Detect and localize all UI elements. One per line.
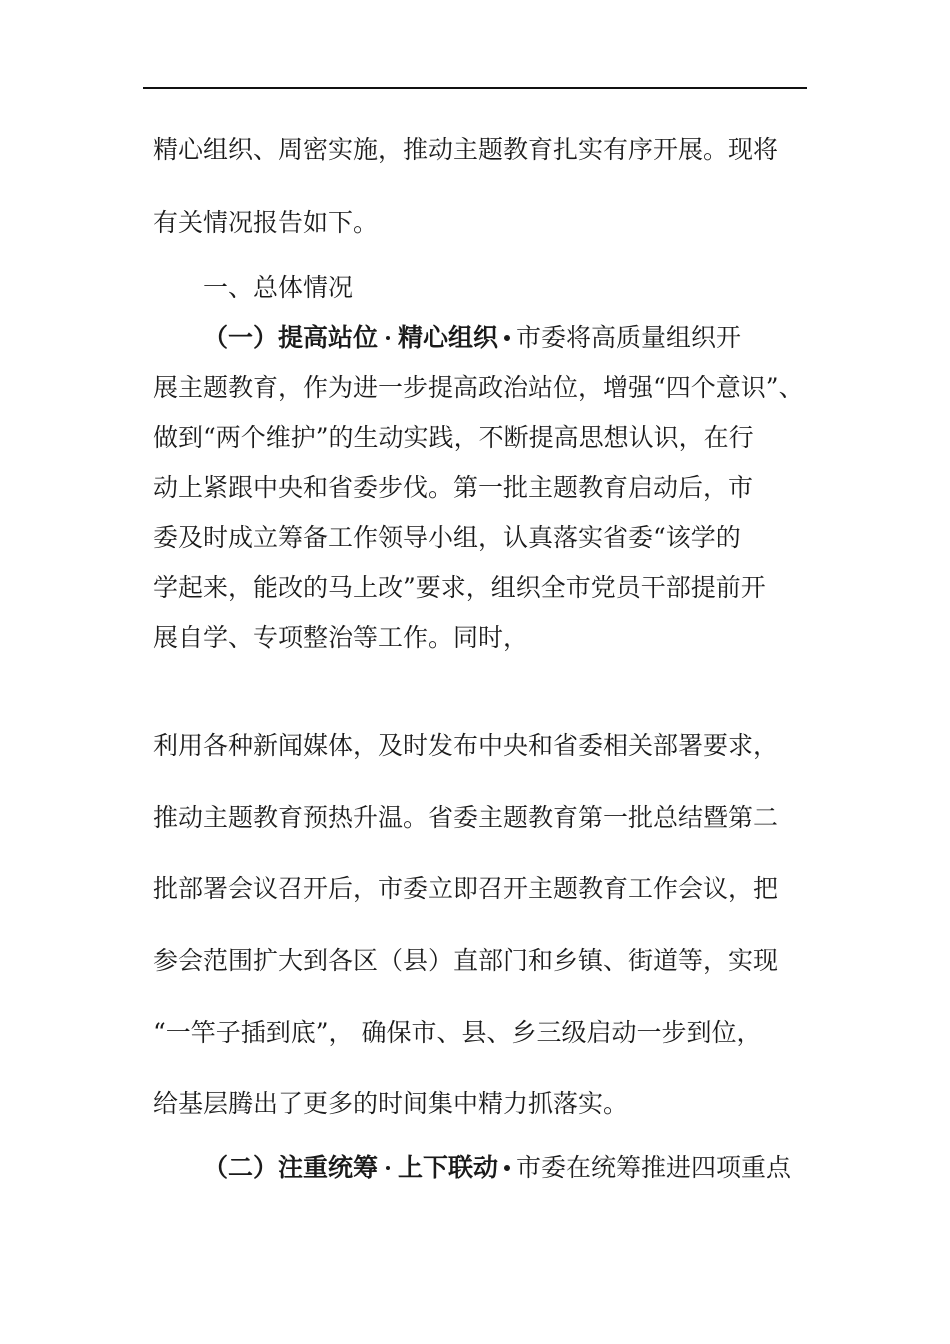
subsection-1-text: 市委将高质量组织开 xyxy=(516,323,742,352)
body-line: 学起来，能改的马上改”要求，组织全市党员干部提前开 xyxy=(153,573,766,602)
body-line: 给基层腾出了更多的时间集中精力抓落实。 xyxy=(153,1089,629,1118)
body-line: 利用各种新闻媒体，及时发布中央和省委相关部署要求， xyxy=(153,731,779,760)
body-line: 推动主题教育预热升温。省委主题教育第一批总结暨第二 xyxy=(153,803,779,832)
body-line: 委及时成立筹备工作领导小组，认真落实省委“该学的 xyxy=(153,523,741,552)
separator-dot xyxy=(504,1165,510,1171)
subsection-2-label-b: 上下联动 xyxy=(398,1153,499,1182)
subsection-2-text: 市委在统筹推进四项重点 xyxy=(516,1153,792,1182)
body-line: 有关情况报告如下。 xyxy=(153,208,379,237)
subsection-1-label-a: （一）提高站位 xyxy=(203,323,379,352)
body-line: 展主题教育，作为进一步提高政治站位，增强“四个意识”、 xyxy=(153,373,804,402)
subsection-2-first-line xyxy=(203,1152,791,1184)
body-line: 展自学、专项整治等工作。同时， xyxy=(153,623,529,652)
section-heading: 一、总体情况 xyxy=(203,273,354,302)
body-line: 参会范围扩大到各区（县）直部门和乡镇、街道等，实现 xyxy=(153,946,779,975)
separator-dot xyxy=(504,335,510,341)
separator-dot xyxy=(386,1166,390,1170)
subsection-2-label-a: （二）注重统筹 xyxy=(203,1153,379,1182)
body-line: 做到“两个维护”的生动实践，不断提高思想认识，在行 xyxy=(153,423,754,452)
subsection-1-label-b: 精心组织 xyxy=(398,323,499,352)
body-line: “一竿子插到底”， 确保市、县、乡三级启动一步到位， xyxy=(153,1018,762,1047)
body-line: 精心组织、周密实施，推动主题教育扎实有序开展。现将 xyxy=(153,135,779,164)
body-line: 动上紧跟中央和省委步伐。第一批主题教育启动后，市 xyxy=(153,473,754,502)
body-line: 批部署会议召开后，市委立即召开主题教育工作会议，把 xyxy=(153,874,779,903)
separator-dot xyxy=(386,336,390,340)
subsection-1-first-line xyxy=(203,322,741,354)
header-rule xyxy=(143,87,807,89)
